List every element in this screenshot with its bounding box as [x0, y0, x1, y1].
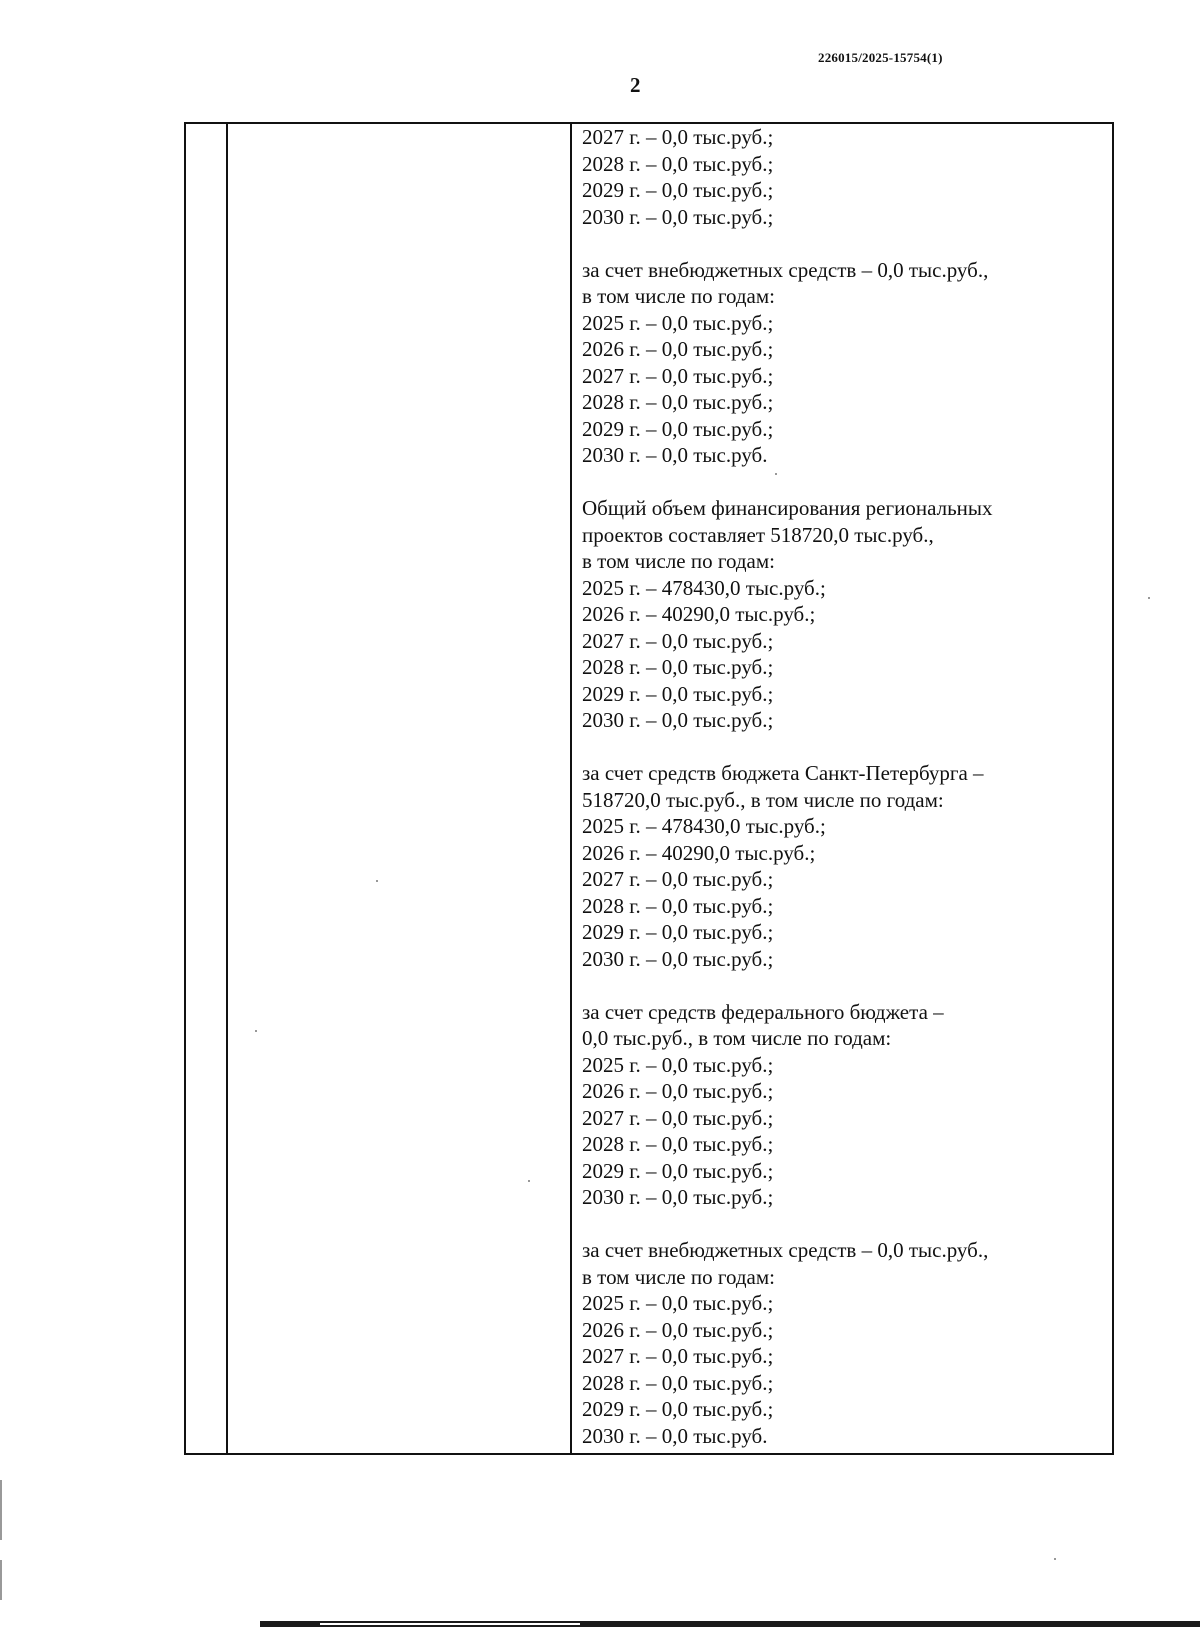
- paragraph-gap: [582, 734, 1082, 761]
- financing-line: 2029 г. – 0,0 тыс.руб.;: [582, 681, 774, 706]
- financing-line: 2028 г. – 0,0 тыс.руб.;: [582, 151, 774, 176]
- financing-line: 2028 г. – 0,0 тыс.руб.;: [582, 655, 774, 679]
- paragraph-gap: [582, 1211, 1082, 1238]
- financing-line: 2025 г. – 0,0 тыс.руб.;: [582, 1291, 774, 1315]
- table-column-divider-1: [226, 124, 228, 1453]
- financing-line: за счет средств бюджета Санкт-Петербурга –: [582, 761, 984, 785]
- financing-line: 2030 г. – 0,0 тыс.руб.;: [582, 204, 774, 229]
- financing-line: 2030 г. – 0,0 тыс.руб.;: [582, 1185, 774, 1209]
- financing-line: 2029 г. – 0,0 тыс.руб.;: [582, 416, 774, 441]
- scan-bottom-edge-gap: [320, 1623, 580, 1625]
- financing-line: 2026 г. – 0,0 тыс.руб.;: [582, 1317, 774, 1342]
- financing-line: в том числе по годам:: [582, 549, 775, 573]
- document-registration-number: 226015/2025-15754(1): [818, 50, 943, 65]
- table-column-divider-2: [570, 124, 572, 1453]
- financing-line: в том числе по годам:: [582, 1264, 775, 1289]
- financing-line: 2028 г. – 0,0 тыс.руб.;: [582, 390, 774, 414]
- financing-line: 2026 г. – 0,0 тыс.руб.;: [582, 337, 774, 361]
- scan-edge-mark: [0, 1560, 2, 1600]
- financing-line: в том числе по годам:: [582, 284, 775, 308]
- page-number: 2: [630, 73, 641, 97]
- financing-line: 518720,0 тыс.руб., в том числе по годам:: [582, 787, 944, 812]
- paragraph-gap: [582, 972, 1082, 999]
- financing-line: 2030 г. – 0,0 тыс.руб.;: [582, 708, 774, 732]
- financing-line: 2027 г. – 0,0 тыс.руб.;: [582, 867, 774, 891]
- financing-line: 0,0 тыс.руб., в том числе по годам:: [582, 1026, 892, 1050]
- financing-line: 2029 г. – 0,0 тыс.руб.;: [582, 178, 774, 202]
- financing-line: 2028 г. – 0,0 тыс.руб.;: [582, 1370, 774, 1395]
- paragraph-gap: [582, 469, 1082, 496]
- financing-line: 2026 г. – 40290,0 тыс.руб.;: [582, 840, 816, 865]
- financing-line: 2027 г. – 0,0 тыс.руб.;: [582, 1344, 774, 1368]
- scan-speck: [255, 1030, 257, 1032]
- financing-line: 2025 г. – 478430,0 тыс.руб.;: [582, 575, 826, 600]
- financing-line: 2030 г. – 0,0 тыс.руб.: [582, 1423, 768, 1448]
- financing-line: 2030 г. – 0,0 тыс.руб.;: [582, 946, 774, 971]
- scan-edge-mark: [0, 1480, 2, 1540]
- financing-line: 2027 г. – 0,0 тыс.руб.;: [582, 1105, 774, 1130]
- financing-line: 2029 г. – 0,0 тыс.руб.;: [582, 920, 774, 944]
- financing-line: за счет внебюджетных средств – 0,0 тыс.руб.,: [582, 257, 989, 282]
- financing-line: за счет средств федерального бюджета –: [582, 999, 944, 1024]
- financing-line: 2026 г. – 40290,0 тыс.руб.;: [582, 602, 816, 626]
- financing-line: за счет внебюджетных средств – 0,0 тыс.руб.,: [582, 1238, 989, 1262]
- financing-line: 2028 г. – 0,0 тыс.руб.;: [582, 1132, 774, 1156]
- scan-speck: [775, 473, 777, 475]
- financing-line: 2027 г. – 0,0 тыс.руб.;: [582, 628, 774, 653]
- scan-speck: [376, 880, 378, 882]
- financing-line: 2026 г. – 0,0 тыс.руб.;: [582, 1079, 774, 1103]
- financing-line: 2029 г. – 0,0 тыс.руб.;: [582, 1397, 774, 1421]
- financing-text-cell: [582, 124, 1082, 1453]
- financing-line: 2029 г. – 0,0 тыс.руб.;: [582, 1158, 774, 1183]
- financing-line: проектов составляет 518720,0 тыс.руб.,: [582, 522, 934, 547]
- financing-line: Общий объем финансирования региональных: [582, 496, 993, 520]
- scan-speck: [1054, 1558, 1056, 1560]
- financing-line: 2028 г. – 0,0 тыс.руб.;: [582, 893, 774, 918]
- scan-speck: [1148, 597, 1150, 599]
- financing-line: 2027 г. – 0,0 тыс.руб.;: [582, 125, 774, 149]
- financing-line: 2030 г. – 0,0 тыс.руб.: [582, 443, 768, 467]
- scan-speck: [528, 1180, 530, 1182]
- financing-table: [184, 122, 1114, 1455]
- financing-line: 2025 г. – 0,0 тыс.руб.;: [582, 1052, 774, 1077]
- financing-line: 2025 г. – 0,0 тыс.руб.;: [582, 310, 774, 335]
- financing-line: 2027 г. – 0,0 тыс.руб.;: [582, 363, 774, 388]
- financing-line: 2025 г. – 478430,0 тыс.руб.;: [582, 814, 826, 838]
- paragraph-gap: [582, 230, 1082, 257]
